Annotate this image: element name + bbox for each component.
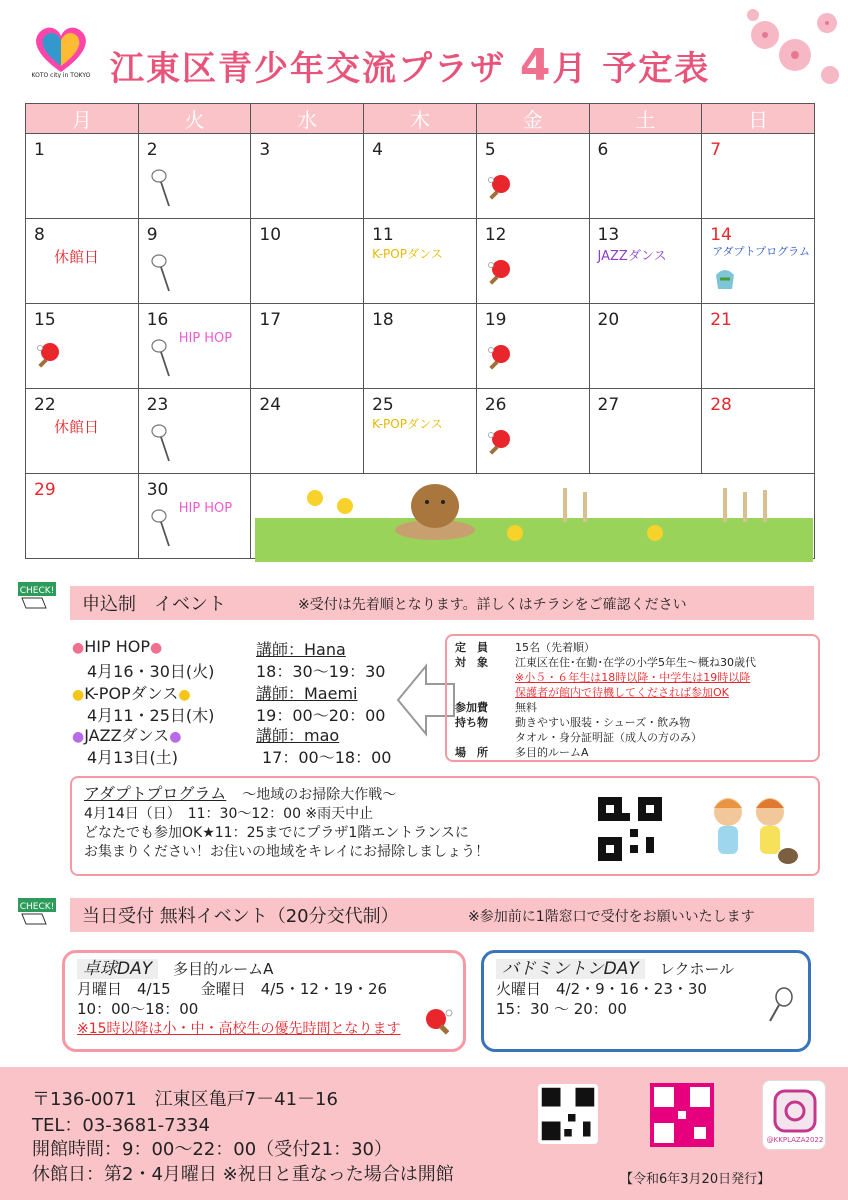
badminton-racket-icon (766, 987, 796, 1023)
adapt-subtitle: ～地域のお掃除大作戦～ (242, 787, 397, 803)
badminton-racket-icon (147, 168, 173, 213)
weekday-header: 火 (138, 104, 251, 134)
adapt-program-label: アダプトプログラム (712, 245, 811, 258)
badminton-day-box (481, 950, 811, 1052)
badminton-racket-icon (147, 338, 173, 383)
calendar-day (589, 389, 702, 474)
info-row (455, 670, 810, 685)
day-number: 21 (710, 310, 732, 330)
badminton-title: バドミントンDAY (496, 959, 645, 979)
instagram-qr-card[interactable] (762, 1080, 826, 1150)
calendar-week (26, 304, 815, 389)
day-number: 4 (372, 140, 383, 160)
page-title: 江東区青少年交流プラザ 4月 予定表 (110, 40, 711, 91)
garbage-bag-icon (712, 265, 738, 296)
calendar-day (702, 219, 815, 304)
calendar-day (138, 219, 251, 304)
calendar-week (26, 134, 815, 219)
day-number: 7 (710, 140, 722, 160)
day-number: 25 (372, 395, 394, 415)
calendar-day (476, 304, 589, 389)
table-tennis-mon: 月曜日 4/15 (77, 980, 171, 998)
ping-pong-paddle-icon (485, 427, 515, 462)
info-value: 保護者が館内で待機してくだされば参加OK (515, 686, 729, 699)
footer-tel[interactable]: TEL：03-3681-7334 (32, 1115, 210, 1136)
info-key: 参加費 (455, 701, 488, 714)
svg-text:CHECK!: CHECK! (19, 586, 55, 596)
sports-heart-logo (30, 22, 92, 78)
weekday-header: 月 (26, 104, 139, 134)
day-number: 28 (710, 395, 732, 415)
day-number: 12 (484, 225, 507, 245)
event-kpop: ●K-POPダンス● (72, 684, 191, 703)
calendar-day (364, 219, 477, 304)
calendar-day (26, 389, 139, 474)
day-number: 13 (597, 225, 620, 245)
apply-events-note: ※受付は先着順となります。詳しくはチラシをご確認ください (298, 597, 687, 613)
badminton-time: 15：30 ～ 20：00 (496, 1000, 627, 1018)
table-tennis-day-box (62, 950, 466, 1052)
day-number: 22 (34, 395, 56, 415)
calendar-day (702, 134, 815, 219)
info-row (455, 700, 810, 715)
calendar-day (26, 304, 139, 389)
closed-day-label: 休館日 (54, 418, 100, 436)
calendar-day (702, 389, 815, 474)
info-value: 15名（先着順） (515, 641, 595, 654)
day-number: 29 (34, 480, 56, 500)
day-number: 9 (146, 225, 158, 245)
table-tennis-place: 多目的ルームA (173, 960, 274, 978)
day-number: 16 (146, 310, 169, 330)
children-cleaning-illustration (700, 790, 800, 868)
day-number: 14 (710, 225, 732, 245)
ping-pong-paddle-icon (34, 340, 64, 375)
svg-text:KOTO city in TOKYO: KOTO city in TOKYO (31, 72, 91, 78)
info-key (455, 685, 515, 700)
calendar-day (476, 389, 589, 474)
apply-events-title: 申込制 イベント (82, 594, 226, 615)
teacher-maemi: 講師：Maemi (256, 684, 358, 703)
qr-code-icon[interactable] (598, 797, 662, 861)
event-jazz-dates: 4月13日(土) (87, 748, 179, 767)
day-number: 10 (259, 225, 282, 245)
info-key: 場 所 (455, 746, 488, 759)
day-number: 11 (372, 225, 394, 245)
info-row (455, 715, 810, 730)
day-number: 6 (597, 140, 609, 160)
info-key: 対 象 (455, 656, 488, 669)
table-tennis-title: 卓球DAY (77, 959, 158, 979)
info-value: 動きやすい服装・シューズ・飲み物 (515, 716, 691, 729)
info-key: 定 員 (455, 641, 488, 654)
line-qr-code-icon[interactable] (650, 1082, 714, 1148)
info-value: 無料 (515, 701, 537, 714)
calendar-day (26, 219, 139, 304)
adapt-line2: どなたでも参加OK★11：25までにプラザ1階エントランスに (84, 825, 469, 841)
weekday-header: 水 (251, 104, 364, 134)
day-events-title: 当日受付 無料イベント（20分交代制） (82, 906, 399, 927)
ping-pong-paddle-icon (485, 342, 515, 377)
calendar-day (364, 304, 477, 389)
weekday-header: 土 (589, 104, 702, 134)
event-kpop-dates: 4月11・25日(木) (87, 706, 215, 725)
badminton-racket-icon (147, 253, 173, 298)
kpop-dance-label: K-POPダンス (372, 247, 443, 261)
meadow-illustration (255, 478, 813, 562)
calendar-day (589, 304, 702, 389)
closed-day-label: 休館日 (54, 248, 100, 266)
badminton-racket-icon (147, 423, 173, 468)
jazz-dance-label: JAZZダンス (597, 249, 667, 264)
weekday-header: 金 (476, 104, 589, 134)
day-events-note: ※参加前に1階窓口で受付をお願いいたします (468, 909, 755, 925)
ping-pong-paddle-icon (485, 257, 515, 292)
hiphop-label: HIP HOP (178, 331, 233, 346)
info-value: 多目的ルームA (515, 746, 589, 759)
calendar-day (26, 134, 139, 219)
day-number: 15 (34, 310, 56, 330)
day-number: 8 (34, 225, 45, 245)
weekday-header: 日 (702, 104, 815, 134)
calendar-day (26, 474, 139, 559)
teacher-hana: 講師：Hana (256, 640, 346, 659)
event-hiphop-dates: 4月16・30日(火) (87, 662, 215, 681)
table-tennis-warning: ※15時以降は小・中・高校生の優先時間となります (77, 1021, 401, 1037)
info-value: 江東区在住･在勤･在学の小学5年生～概ね30歳代 (515, 656, 756, 669)
calendar-day (589, 134, 702, 219)
calendar-day (251, 134, 364, 219)
info-value: タオル・身分証明証（成人の方のみ） (515, 731, 702, 744)
calendar-day (251, 389, 364, 474)
day-number: 3 (259, 140, 271, 160)
day-number: 26 (484, 395, 507, 415)
calendar-day (476, 134, 589, 219)
table-tennis-fri: 金曜日 4/5・12・19・26 (200, 980, 388, 998)
calendar-day (364, 134, 477, 219)
info-row (455, 685, 810, 700)
day-number: 27 (597, 395, 620, 415)
calendar-day (138, 474, 251, 559)
day-number: 2 (146, 140, 158, 160)
footer-closed-days: 休館日：第2・4月曜日 ※祝日と重なった場合は開館 (32, 1164, 454, 1185)
hiphop-label: HIP HOP (178, 501, 233, 516)
calendar-day (138, 389, 251, 474)
calendar-day (364, 389, 477, 474)
calendar-week (26, 389, 815, 474)
check-badge-icon (12, 580, 62, 612)
day-number: 19 (484, 310, 507, 330)
footer-hours: 開館時間：9：00～22：00（受付21：30） (32, 1139, 392, 1160)
day-events-bar (70, 898, 814, 932)
day-number: 17 (259, 310, 282, 330)
adapt-line3: お集まりください！お住いの地域をキレイにお掃除しましょう！ (84, 844, 490, 860)
teacher-mao: 講師：mao (256, 726, 340, 745)
event-info-box (445, 634, 820, 762)
svg-text:CHECK!: CHECK! (19, 902, 55, 912)
calendar-day (476, 219, 589, 304)
kpop-dance-label: K-POPダンス (372, 417, 443, 431)
info-key (455, 730, 515, 745)
info-key: 持ち物 (455, 716, 488, 729)
apply-events-bar (70, 586, 814, 620)
info-row (455, 640, 810, 655)
calendar-day (589, 219, 702, 304)
calendar-week (26, 219, 815, 304)
info-row (455, 655, 810, 670)
check-badge-icon (12, 896, 62, 928)
info-row (455, 730, 810, 745)
event-jazz: ●JAZZダンス● (72, 726, 182, 745)
info-key (455, 670, 515, 685)
day-number: 18 (372, 310, 394, 330)
day-number: 23 (146, 395, 169, 415)
day-number: 24 (259, 395, 282, 415)
qr-code-icon[interactable] (538, 1084, 598, 1144)
time-hiphop: 18：30～19：30 (256, 662, 386, 681)
calendar-day (251, 304, 364, 389)
calendar-day (251, 219, 364, 304)
time-jazz: 17：00～18：00 (262, 748, 392, 767)
ping-pong-paddle-icon (485, 172, 515, 207)
day-number: 1 (34, 140, 45, 160)
time-kpop: 19：00～20：00 (256, 706, 386, 725)
calendar-day (138, 134, 251, 219)
badminton-days: 火曜日 4/2・9・16・23・30 (496, 980, 707, 998)
info-value: ※小５・６年生は18時以降・中学生は19時以降 (515, 671, 751, 684)
instagram-handle: @KKPLAZA2022 (766, 1136, 824, 1144)
calendar-day (138, 304, 251, 389)
info-row (455, 745, 810, 760)
adapt-line1: 4月14日（日） 11：30～12：00 ※雨天中止 (84, 806, 374, 822)
ping-pong-paddle-icon (423, 1007, 453, 1037)
calendar-day (702, 304, 815, 389)
day-number: 30 (146, 480, 169, 500)
badminton-racket-icon (147, 508, 173, 553)
cherry-blossom-icon (735, 5, 845, 95)
day-number: 20 (597, 310, 620, 330)
day-number: 5 (484, 140, 496, 160)
issue-date: 【令和6年3月20日発行】 (620, 1172, 771, 1187)
weekday-header: 木 (364, 104, 477, 134)
event-hiphop: ●HIP HOP● (72, 637, 163, 656)
badminton-place: レクホール (659, 960, 735, 978)
table-tennis-time: 10：00～18：00 (77, 1000, 199, 1018)
instagram-icon (771, 1087, 819, 1135)
footer-address: 〒136-0071 江東区亀戸7－41－16 (32, 1089, 338, 1110)
adapt-title: アダプトプログラム (84, 784, 227, 803)
